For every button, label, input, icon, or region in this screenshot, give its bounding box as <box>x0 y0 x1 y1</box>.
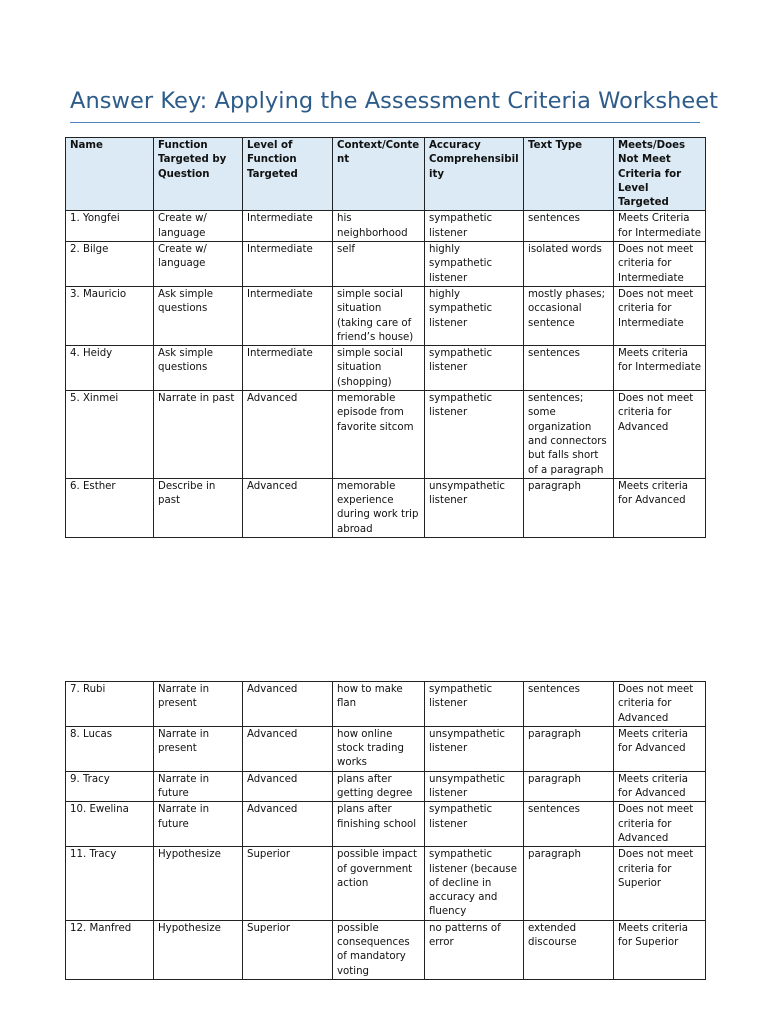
table-row <box>66 391 706 479</box>
criteria-table-part-2 <box>65 681 706 980</box>
header-name: Name <box>66 138 154 211</box>
cell-text-type: mostly phases; occasional sentence <box>524 286 614 345</box>
cell-level: Superior <box>243 920 333 979</box>
cell-level: Advanced <box>243 391 333 479</box>
header-function: Function Targeted by Question <box>154 138 243 211</box>
cell-level: Intermediate <box>243 286 333 345</box>
cell-level: Superior <box>243 847 333 920</box>
cell-function: Narrate in past <box>154 391 243 479</box>
cell-accuracy: unsympathetic listener <box>425 771 524 802</box>
cell-context: how to make flan <box>333 682 425 727</box>
cell-context: how online stock trading works <box>333 726 425 771</box>
cell-level: Intermediate <box>243 242 333 287</box>
cell-function: Describe in past <box>154 478 243 537</box>
cell-level: Intermediate <box>243 211 333 242</box>
cell-name: 4. Heidy <box>66 346 154 391</box>
table-body-part-1 <box>66 211 706 538</box>
table-row <box>66 346 706 391</box>
cell-name: 12. Manfred <box>66 920 154 979</box>
cell-meets-criteria: Does not meet criteria for Intermediate <box>614 286 706 345</box>
cell-text-type: sentences <box>524 346 614 391</box>
cell-accuracy: highly sympathetic listener <box>425 242 524 287</box>
cell-context: self <box>333 242 425 287</box>
header-level: Level of Function Targeted <box>243 138 333 211</box>
cell-text-type: paragraph <box>524 847 614 920</box>
cell-meets-criteria: Does not meet criteria for Advanced <box>614 682 706 727</box>
cell-meets-criteria: Meets criteria for Advanced <box>614 478 706 537</box>
criteria-table-part-1 <box>65 137 706 538</box>
cell-function: Ask simple questions <box>154 346 243 391</box>
cell-text-type: isolated words <box>524 242 614 287</box>
cell-name: 2. Bilge <box>66 242 154 287</box>
cell-level: Advanced <box>243 802 333 847</box>
table-body-part-2 <box>66 682 706 980</box>
cell-text-type: sentences <box>524 211 614 242</box>
cell-accuracy: unsympathetic listener <box>425 726 524 771</box>
cell-name: 1. Yongfei <box>66 211 154 242</box>
table-row <box>66 802 706 847</box>
cell-accuracy: unsympathetic listener <box>425 478 524 537</box>
header-text-type: Text Type <box>524 138 614 211</box>
cell-function: Hypothesize <box>154 847 243 920</box>
cell-context: simple social situation (shopping) <box>333 346 425 391</box>
cell-context: simple social situation (taking care of friend’s house) <box>333 286 425 345</box>
cell-meets-criteria: Meets criteria for Intermediate <box>614 346 706 391</box>
cell-accuracy: sympathetic listener <box>425 391 524 479</box>
table-row <box>66 726 706 771</box>
cell-accuracy: no patterns of error <box>425 920 524 979</box>
cell-context: his neighborhood <box>333 211 425 242</box>
page-title: Answer Key: Applying the Assessment Criteria Worksheet <box>70 88 719 114</box>
cell-accuracy: highly sympathetic listener <box>425 286 524 345</box>
cell-text-type: sentences <box>524 802 614 847</box>
cell-function: Ask simple questions <box>154 286 243 345</box>
table-row <box>66 478 706 537</box>
table-row <box>66 242 706 287</box>
cell-context: memorable experience during work trip abroad <box>333 478 425 537</box>
cell-level: Intermediate <box>243 346 333 391</box>
cell-accuracy: sympathetic listener <box>425 802 524 847</box>
cell-name: 9. Tracy <box>66 771 154 802</box>
cell-accuracy: sympathetic listener <box>425 682 524 727</box>
cell-function: Hypothesize <box>154 920 243 979</box>
cell-accuracy: sympathetic listener (because of decline in accuracy and fluency <box>425 847 524 920</box>
table-row <box>66 920 706 979</box>
table-row <box>66 211 706 242</box>
cell-name: 7. Rubi <box>66 682 154 727</box>
cell-text-type: sentences <box>524 682 614 727</box>
cell-text-type: extended discourse <box>524 920 614 979</box>
cell-context: possible consequences of mandatory voting <box>333 920 425 979</box>
header-context: Context/Content <box>333 138 425 211</box>
cell-name: 10. Ewelina <box>66 802 154 847</box>
cell-function: Narrate in present <box>154 726 243 771</box>
table-row <box>66 771 706 802</box>
cell-text-type: sentences; some organization and connectors but falls short of a paragraph <box>524 391 614 479</box>
cell-context: possible impact of government action <box>333 847 425 920</box>
cell-meets-criteria: Does not meet criteria for Advanced <box>614 391 706 479</box>
cell-level: Advanced <box>243 771 333 802</box>
cell-level: Advanced <box>243 682 333 727</box>
cell-text-type: paragraph <box>524 771 614 802</box>
cell-meets-criteria: Meets criteria for Advanced <box>614 771 706 802</box>
cell-context: plans after finishing school <box>333 802 425 847</box>
cell-name: 6. Esther <box>66 478 154 537</box>
cell-context: memorable episode from favorite sitcom <box>333 391 425 479</box>
cell-name: 8. Lucas <box>66 726 154 771</box>
header-accuracy: Accuracy Comprehensibility <box>425 138 524 211</box>
cell-meets-criteria: Meets criteria for Advanced <box>614 726 706 771</box>
cell-function: Narrate in present <box>154 682 243 727</box>
cell-accuracy: sympathetic listener <box>425 211 524 242</box>
cell-name: 11. Tracy <box>66 847 154 920</box>
cell-level: Advanced <box>243 478 333 537</box>
cell-text-type: paragraph <box>524 478 614 537</box>
table-header-row <box>66 138 706 211</box>
cell-name: 3. Mauricio <box>66 286 154 345</box>
cell-function: Narrate in future <box>154 771 243 802</box>
cell-meets-criteria: Meets criteria for Superior <box>614 920 706 979</box>
cell-function: Narrate in future <box>154 802 243 847</box>
cell-function: Create w/ language <box>154 211 243 242</box>
cell-meets-criteria: Meets Criteria for Intermediate <box>614 211 706 242</box>
cell-level: Advanced <box>243 726 333 771</box>
header-meets-criteria: Meets/Does Not Meet Criteria for Level Targeted <box>614 138 706 211</box>
table-row <box>66 847 706 920</box>
table-row <box>66 682 706 727</box>
cell-function: Create w/ language <box>154 242 243 287</box>
cell-meets-criteria: Does not meet criteria for Advanced <box>614 802 706 847</box>
title-underline <box>70 122 700 123</box>
table-row <box>66 286 706 345</box>
cell-meets-criteria: Does not meet criteria for Intermediate <box>614 242 706 287</box>
cell-meets-criteria: Does not meet criteria for Superior <box>614 847 706 920</box>
cell-name: 5. Xinmei <box>66 391 154 479</box>
cell-accuracy: sympathetic listener <box>425 346 524 391</box>
cell-context: plans after getting degree <box>333 771 425 802</box>
cell-text-type: paragraph <box>524 726 614 771</box>
